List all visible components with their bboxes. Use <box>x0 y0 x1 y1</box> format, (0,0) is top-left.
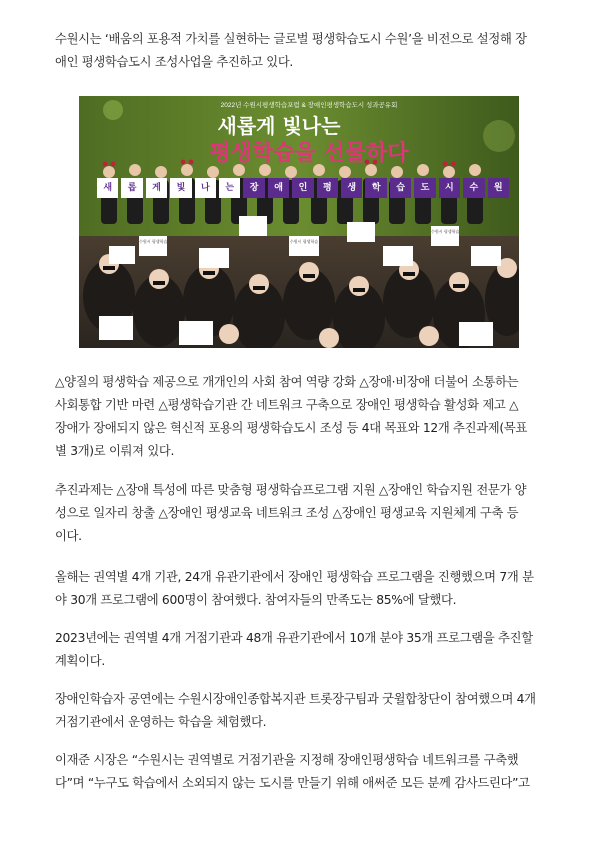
placard-letter: 원 <box>488 178 509 198</box>
event-photo <box>79 96 519 348</box>
text-line: 이재준 시장은 “수원시는 권역별로 거점기관을 지정해 장애인평생학습 네트워크를 구축했 <box>55 753 519 767</box>
goals-paragraph <box>55 371 545 463</box>
text-line: 사회통합 기반 마련 △평생학습기관 간 네트워크 구축으로 장애인 평생학습 활성화 제고 △ <box>55 398 519 412</box>
placard-letter: 습 <box>390 178 411 198</box>
text-line: △양질의 평생학습 제공으로 개개인의 사회 참여 역량 강화 △장애·비장애 더불어 소통하는 <box>55 375 519 389</box>
placard-letter: 도 <box>414 178 435 198</box>
text-line: 거점기관에서 운영하는 학습을 체험했다. <box>55 715 267 729</box>
audience-sign: 수원시 평생학습 <box>431 229 459 234</box>
text-line: 2023년에는 권역별 4개 거점기관과 48개 유관기관에서 10개 분야 35개 프로그램을 추진할 <box>55 631 533 645</box>
text-line: 수원시는 ‘배움의 포용적 가치를 실현하는 글로벌 평생학습도시 수원’을 비전으로 설정해 장 <box>55 32 527 46</box>
text-line: 애인 평생학습도시 조성사업을 추진하고 있다. <box>55 55 294 69</box>
text-line: 올해는 권역별 4개 기관, 24개 유관기관에서 장애인 평생학습 프로그램을 진행했으며 7개 분 <box>55 570 534 584</box>
placard-letter: 새 <box>97 178 118 198</box>
performance-paragraph <box>55 688 545 734</box>
audience-sign: 수원시 평생학습 <box>289 239 319 244</box>
text-line: 별 3개)로 이뤄져 있다. <box>55 444 175 458</box>
placard-letter: 게 <box>146 178 167 198</box>
this-year-paragraph <box>55 566 545 612</box>
text-line: 계획이다. <box>55 654 105 668</box>
placard-letter: 시 <box>439 178 460 198</box>
text-line: 성으로 일자리 창출 △장애인 평생교육 네트워크 조성 △장애인 평생교육 지원체계 구축 등 <box>55 506 519 520</box>
placard-letter: 롭 <box>121 178 142 198</box>
placard-letter: 애 <box>268 178 289 198</box>
placard-letter: 인 <box>292 178 313 198</box>
text-line: 야 30개 프로그램에 600명이 참여했다. 참여자들의 만족도는 85%에 달했다. <box>55 593 457 607</box>
placard-letter: 장 <box>243 178 264 198</box>
text-line: 이다. <box>55 529 82 543</box>
banner-top-text: 2022년 수원시평생학습포럼 & 장애인평생학습도시 성과공유회 <box>220 102 398 109</box>
placard-letter: 평 <box>317 178 338 198</box>
plan-2023-paragraph <box>55 627 545 673</box>
placard-letter: 빛 <box>170 178 191 198</box>
text-line: 추진과제는 △장애 특성에 따른 맞춤형 평생학습프로그램 지원 △장애인 학습지원 전문가 양 <box>55 483 527 497</box>
tasks-paragraph <box>55 479 545 548</box>
mayor-quote-paragraph <box>55 749 545 795</box>
placard-letter: 나 <box>195 178 216 198</box>
placard-letter: 수 <box>463 178 484 198</box>
placard-row <box>97 178 509 198</box>
placard-letter: 학 <box>365 178 386 198</box>
placard-letter: 생 <box>341 178 362 198</box>
placard-letter: 는 <box>219 178 240 198</box>
banner-headline-1: 새롭게 빛나는 <box>217 114 341 138</box>
intro-paragraph <box>55 28 545 74</box>
text-line: 장애인학습자 공연에는 수원시장애인종합복지관 트롯장구팀과 굿윌합창단이 참여했으며 4개 <box>55 692 536 706</box>
text-line: 장애가 장애되지 않은 혁신적 포용의 평생학습도시 조성 등 4대 목표와 12개 추진과제(목표 <box>55 421 528 435</box>
text-line: 다”며 “누구도 학습에서 소외되지 않는 도시를 만들기 위해 애써준 모든 분께 감사드린다”고 <box>55 776 530 790</box>
audience-sign: 수원시 평생학습 <box>139 239 167 244</box>
banner-headline-2: 평생학습을 선물하다 <box>209 141 409 166</box>
